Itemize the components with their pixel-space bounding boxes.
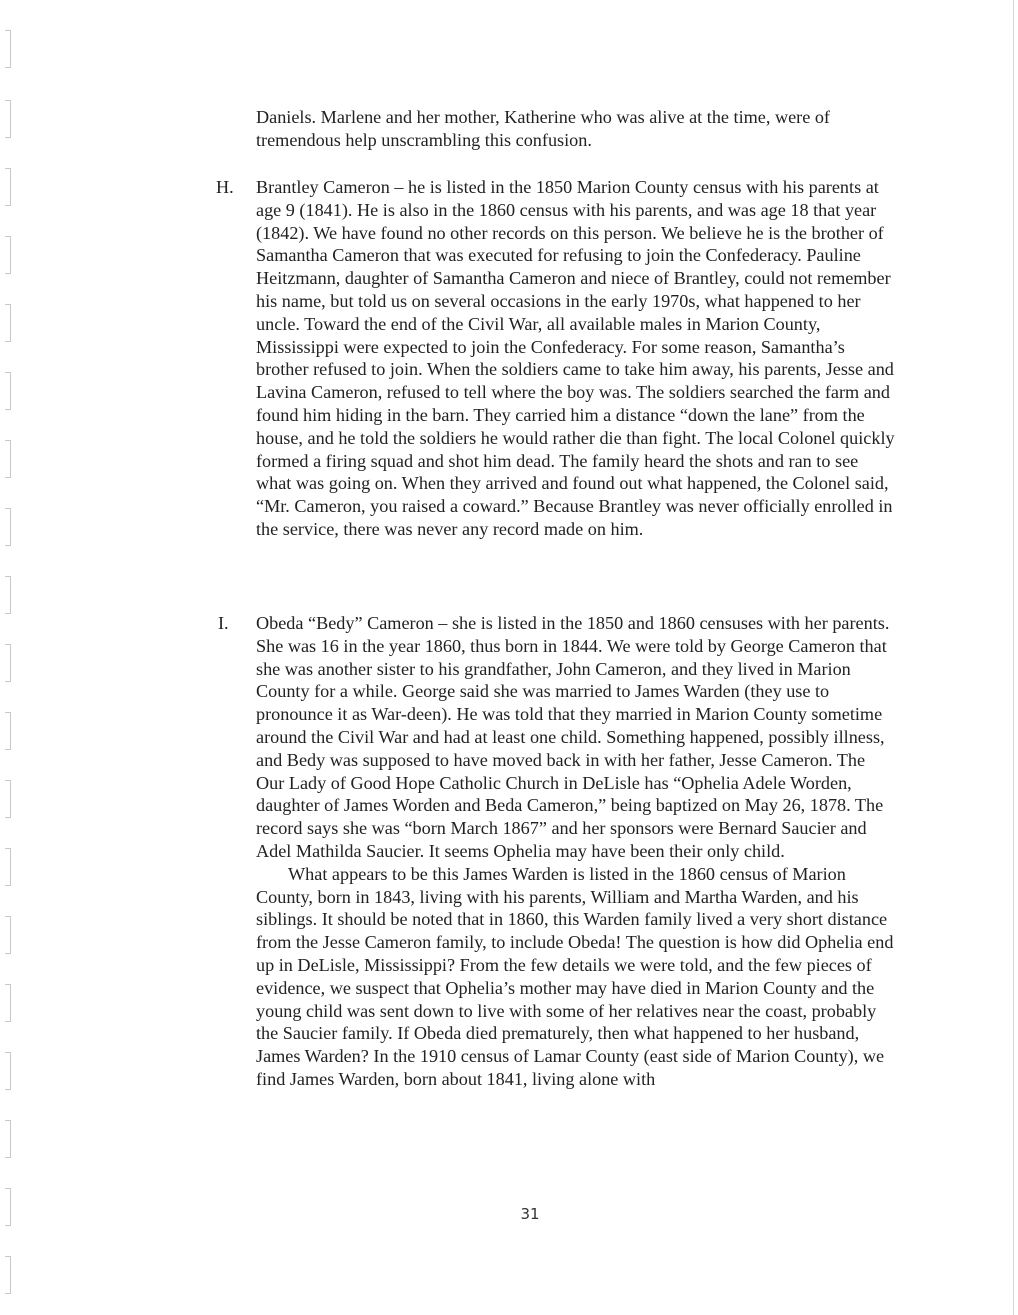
- page-edge-line: [1013, 0, 1014, 1315]
- section-h-paragraph: Brantley Cameron – he is listed in the 1850 Marion County census with his parents at age 9 (1841). He is also in the 1860 census with his parents, and was age 18 that year (1842). We have found no other records on this person. We believe he is the brother of Samantha Cameron that was executed for refusing to join the Confederacy. Pauline Heitzmann, daughter of Samantha Cameron and niece of Brantley, could not remember his name, but told us on several occasions in the early 1970s, what happened to her uncle. Toward the end of the Civil War, all available males in Marion County, Mississippi were expected to join the Confederacy. For some reason, Samantha’s brother refused to join. When the soldiers came to take him away, his parents, Jesse and Lavina Cameron, refused to tell where the boy was. The soldiers searched the farm and found him hiding in the barn. They carried him a distance “down the lane” from the house, and he told the soldiers he would rather die than fight. The local Colonel quickly formed a firing squad and shot him dead. The family heard the shots and ran to see what was going on. When they arrived and found out what happened, the Colonel said, “Mr. Cameron, you raised a coward.” Because Brantley was never officially enrolled in the service, there was never any record made on him.: [256, 177, 895, 539]
- binder-mark: [5, 168, 11, 206]
- binder-mark: [5, 508, 11, 546]
- section-i-marker: I.: [218, 613, 229, 633]
- binder-mark: [5, 780, 11, 818]
- intro-paragraph-block: [256, 106, 896, 152]
- section-h-block: [256, 176, 896, 541]
- section-i-paragraph: Obeda “Bedy” Cameron – she is listed in the 1850 and 1860 censuses with her parents. She was 16 in the year 1860, thus born in 1844. We were told by George Cameron that she was another sister to his grandfather, John Cameron, and they lived in Marion County for a while. George said she was married to James Warden (they use to pronounce it as War-deen). He was told that they married in Marion County sometime around the Civil War and had at least one child. Something happened, possibly illness, and Bedy was supposed to have moved back in with her father, Jesse Cameron. The Our Lady of Good Hope Catholic Church in DeLisle has “Ophelia Adele Worden, daughter of James Worden and Beda Cameron,” being baptized on May 26, 1878. The record says she was “born March 1867” and her sponsors were Bernard Saucier and Adel Mathilda Saucier. It seems Ophelia may have been their only child.: [256, 613, 890, 861]
- binder-mark: [5, 1120, 11, 1158]
- page-number: 31: [520, 1205, 540, 1223]
- binder-mark: [5, 644, 11, 682]
- binder-mark: [5, 916, 11, 954]
- binder-mark: [5, 848, 11, 886]
- binder-mark: [5, 100, 11, 138]
- binder-mark: [5, 30, 11, 68]
- binder-mark: [5, 1052, 11, 1090]
- binder-mark: [5, 712, 11, 750]
- binder-mark: [5, 236, 11, 274]
- binder-mark: [5, 576, 11, 614]
- binder-mark: [5, 440, 11, 478]
- section-h-marker: H.: [216, 177, 234, 197]
- section-i-paragraph-continued: What appears to be this James Warden is listed in the 1860 census of Marion County, born in 1843, living with his parents, William and Martha Warden, and his siblings. It should be noted that in 1860, this Warden family lived a very short distance from the Jesse Cameron family, to include Obeda! The question is how did Ophelia end up in DeLisle, Mississippi? From the few details we were told, and the few pieces of evidence, we suspect that Ophelia’s mother may have died in Marion County and the young child was sent down to live with some of her relatives near the coast, probably the Saucier family. If Obeda died prematurely, then what happened to her husband, James Warden? In the 1910 census of Lamar County (east side of Marion County), we find James Warden, born about 1841, living alone with: [256, 863, 894, 1089]
- binder-mark: [5, 304, 11, 342]
- binder-mark: [5, 984, 11, 1022]
- section-i-block: [256, 612, 896, 1091]
- binder-mark: [5, 372, 11, 410]
- intro-paragraph: Daniels. Marlene and her mother, Katherine who was alive at the time, were of tremendous help unscrambling this confusion.: [256, 107, 830, 150]
- binder-mark: [5, 1256, 11, 1294]
